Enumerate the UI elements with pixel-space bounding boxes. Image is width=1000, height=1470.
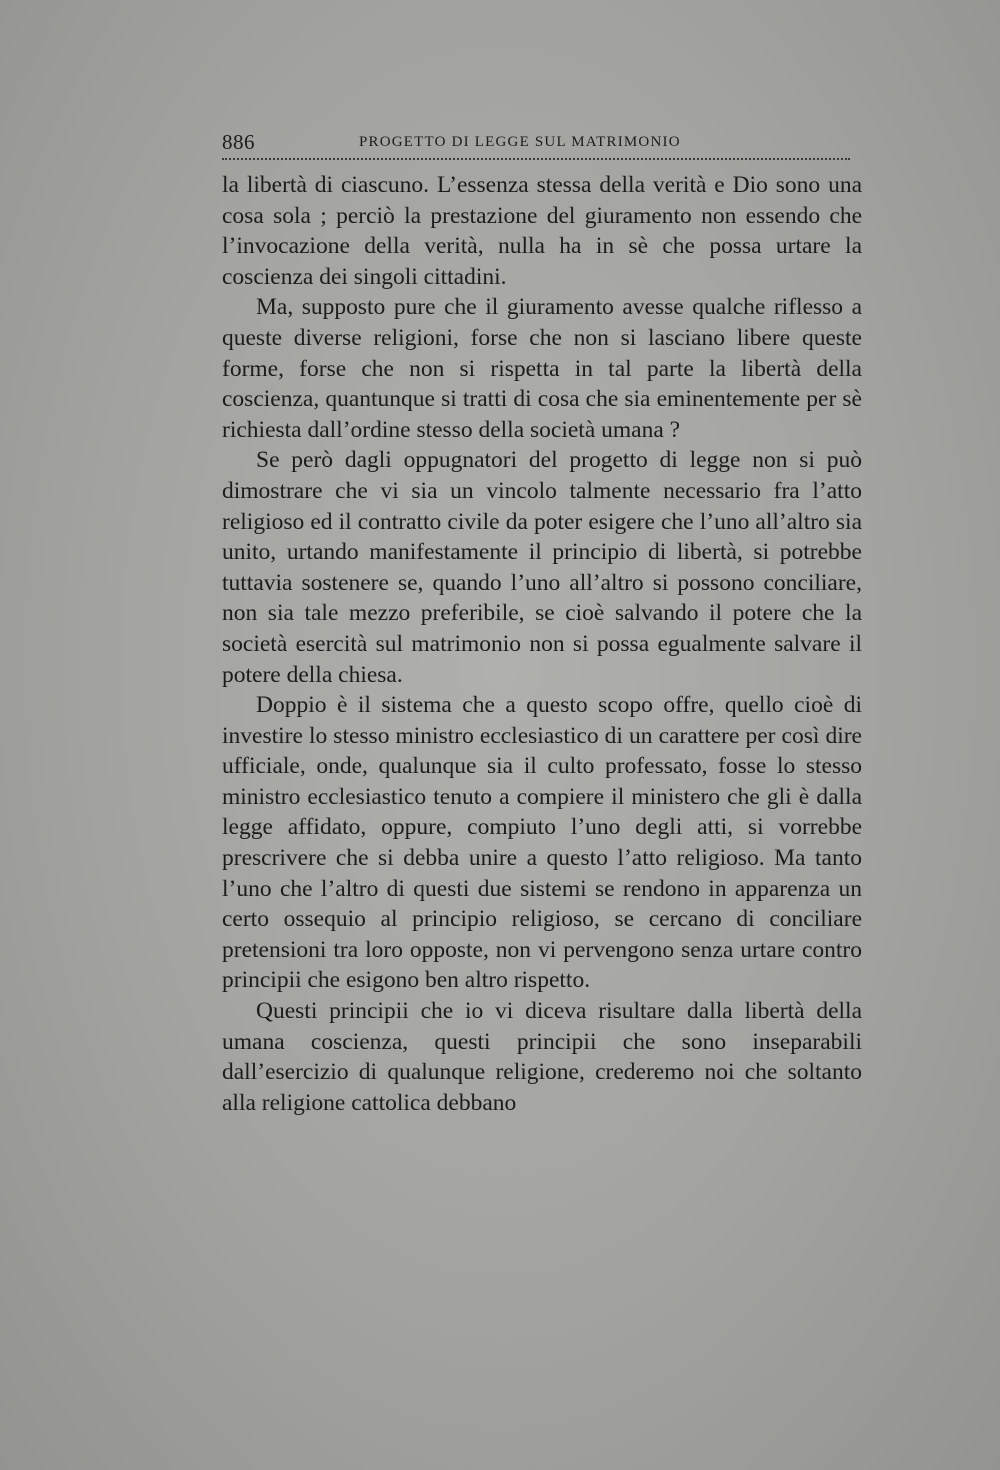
body-text: [222, 170, 862, 1118]
paragraph: Se però dagli oppugnatori del progetto di legge non si può dimostrare che vi sia un vincolo talmente necessario fra l’atto religioso ed il contratto civile da poter esigere che l’uno all’altro sia unito, urtando manifestamente il principio di libertà, si potrebbe tuttavia sostenere se, quando l’uno all’altro si possono conciliare, non sia tale mezzo preferibile, se cioè salvando il potere che la società esercità sul matrimonio non si possa egualmente salvare il potere della chiesa.: [222, 447, 862, 688]
paragraph: Ma, supposto pure che il giuramento avesse qualche riflesso a queste diverse religioni, forse che non si lasciano libere queste forme, forse che non si rispetta in tal parte la libertà della coscienza, quantunque si tratti di cosa che sia eminentemente per sè richiesta dall’ordine stesso della società umana ?: [222, 294, 862, 443]
paragraph: Doppio è il sistema che a questo scopo offre, quello cioè di investire lo stesso ministro ecclesiastico di un carattere per così dire ufficiale, onde, qualunque sia il culto professato, fosse lo stesso ministro ecclesiastico tenuto a compiere il ministero che gli è dalla legge affidato, oppure, compiuto l’uno degli atti, si vorrebbe prescrivere che si debba unire a questo l’atto religioso. Ma tanto l’uno che l’altro di questi due sistemi se rendono in apparenza un certo ossequio al principio religioso, se cercano di conciliare pretensioni tra loro opposte, non vi pervengono senza urtare contro principii che esigono ben altro rispetto.: [222, 692, 862, 994]
running-title: PROGETTO DI LEGGE SUL MATRIMONIO: [359, 134, 681, 150]
paragraph: la libertà di ciascuno. L’essenza stessa della verità e Dio sono una cosa sola ; perciò la prestazione del giuramento non essendo che l’invocazione della verità, nulla ha in sè che possa urtare la coscienza dei singoli cittadini.: [222, 172, 862, 290]
paragraph: Questi principii che io vi diceva risultare dalla libertà della umana coscienza, questi principii che sono inseparabili dall’esercizio di qualunque religione, crederemo noi che soltanto alla religione cattolica debbano: [222, 998, 862, 1116]
page-number: 886: [222, 130, 255, 154]
header-rule: [222, 158, 850, 160]
page-header: [222, 128, 850, 158]
